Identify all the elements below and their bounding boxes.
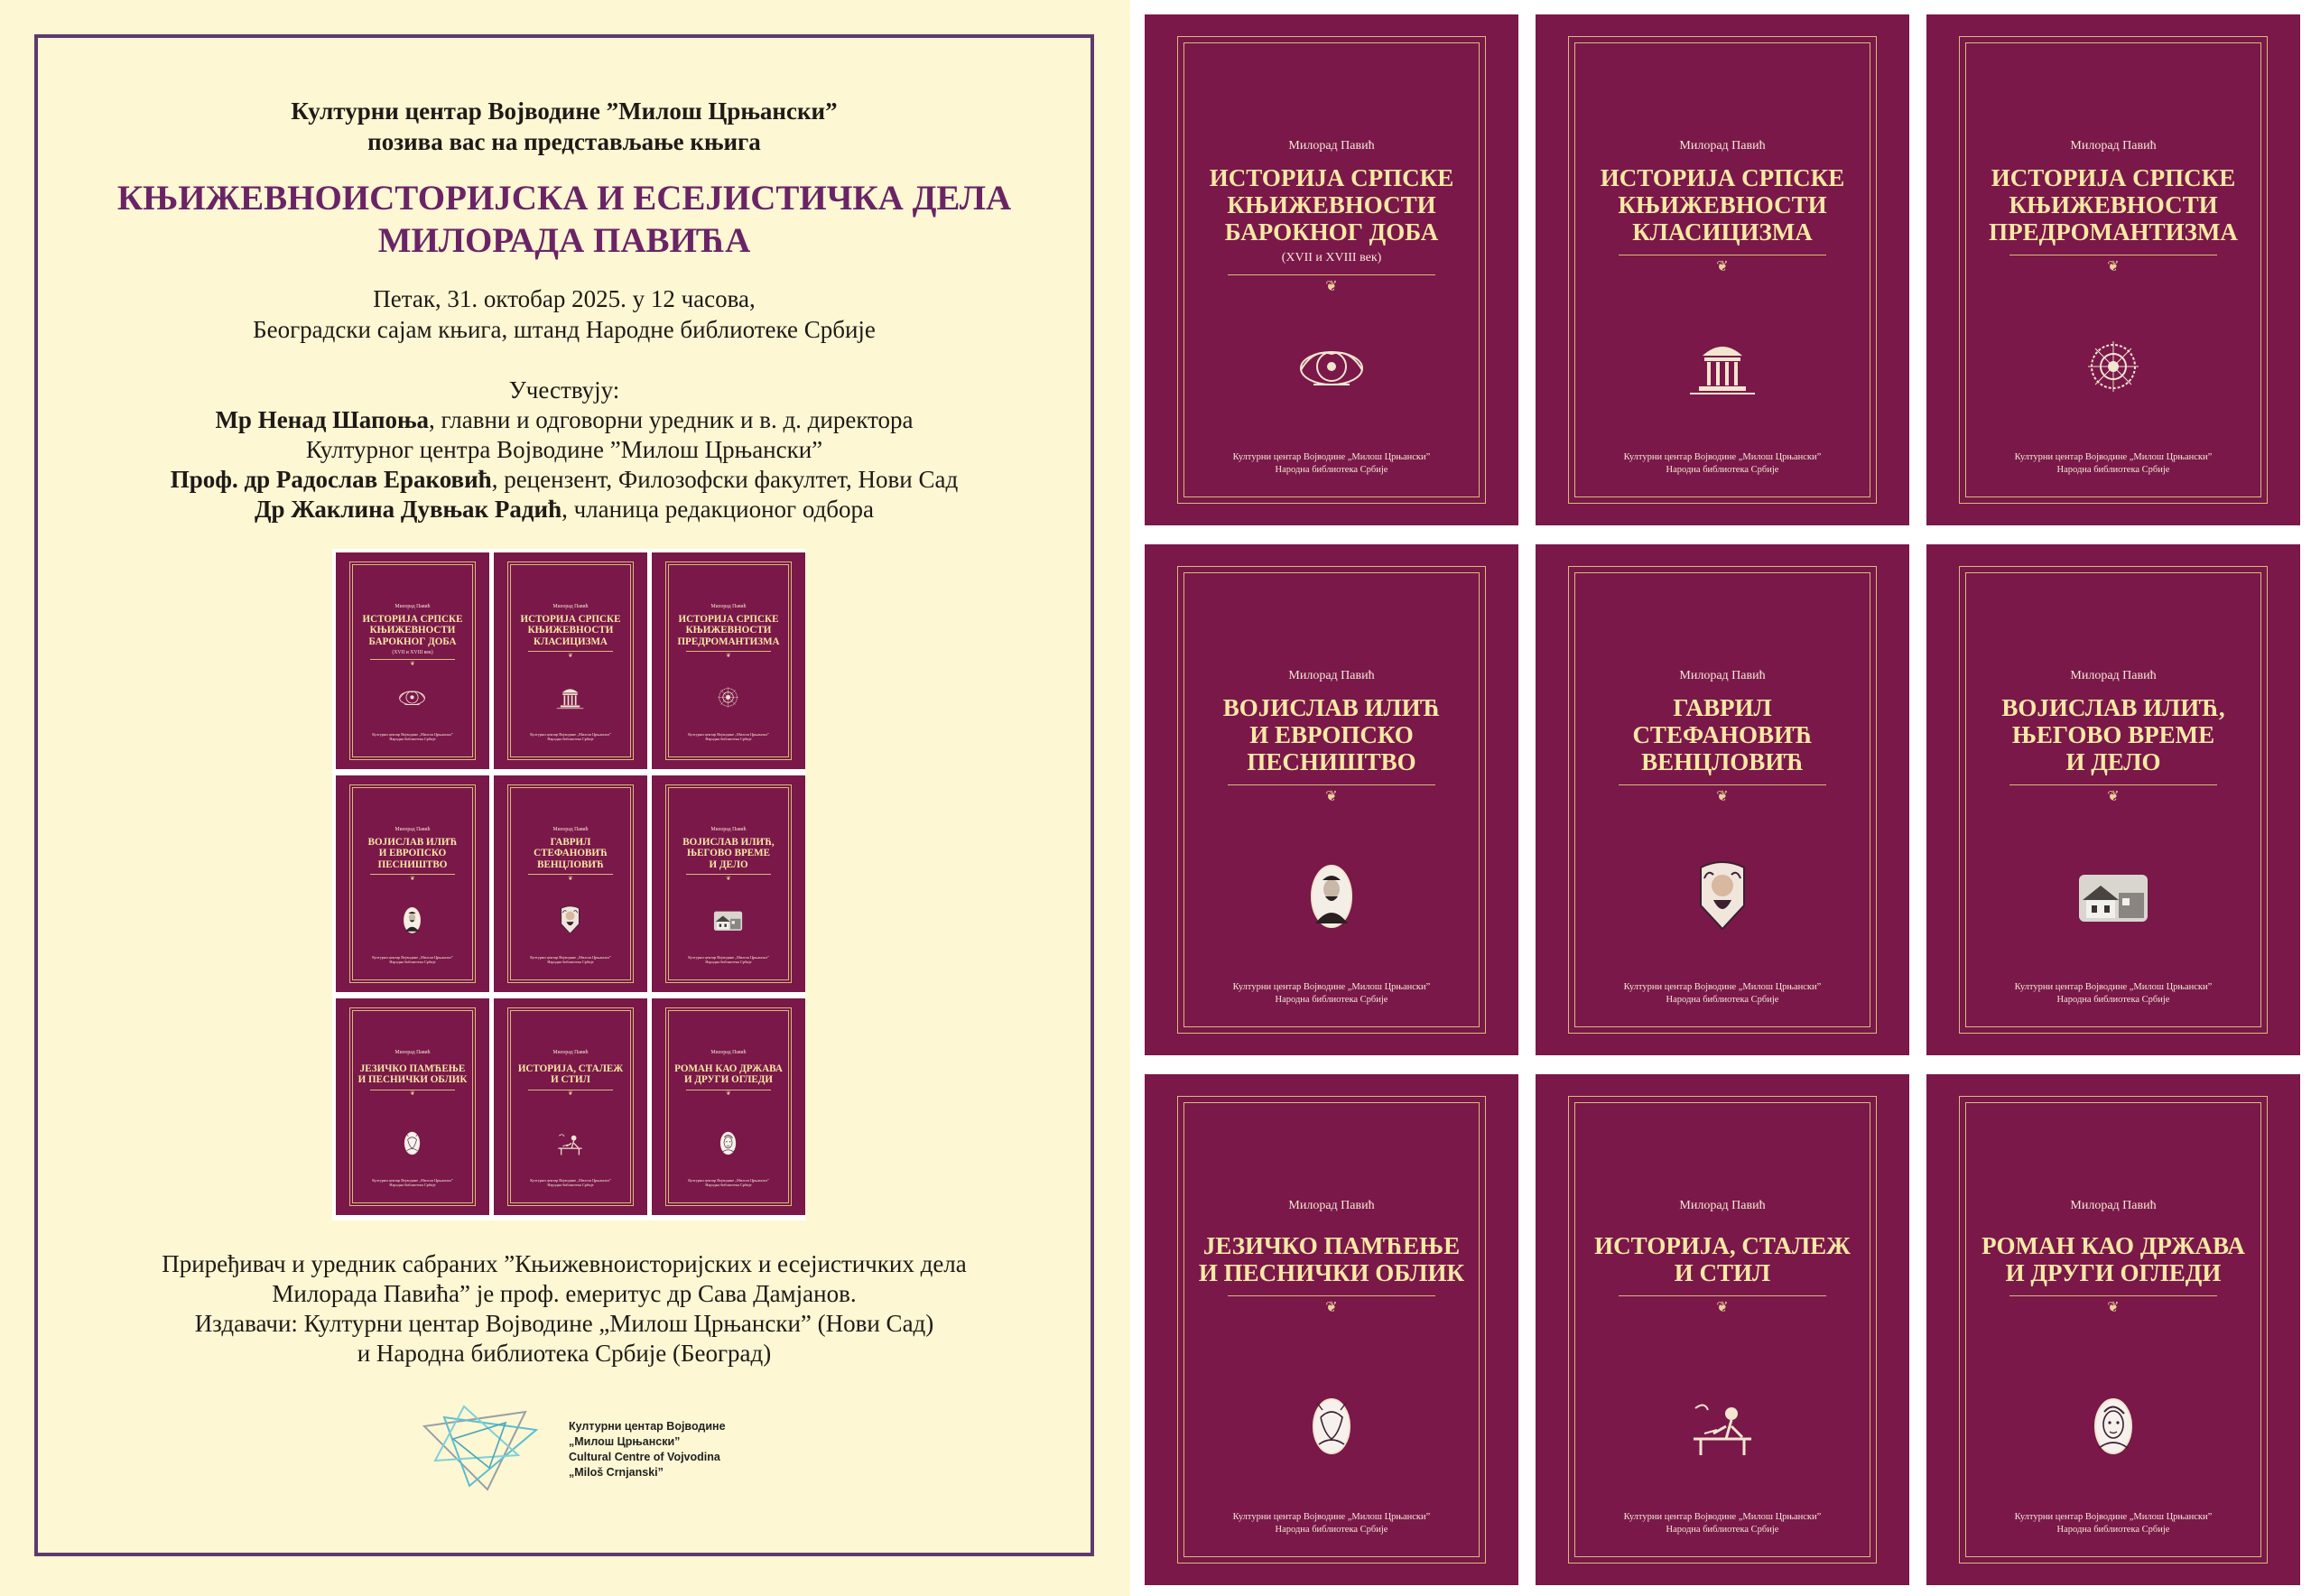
writer-at-desk-icon — [1677, 1390, 1768, 1462]
cover-ornament-icon: ❦ — [410, 660, 415, 667]
cover-title: ГАВРИЛ СТЕФАНОВИЋ ВЕНЦЛОВИЋ — [534, 837, 608, 870]
book-cover — [1926, 544, 2300, 1055]
cover-author: Милорад Павић — [1288, 1199, 1375, 1212]
cover-author: Милорад Павић — [2070, 139, 2157, 153]
cover-inner-border — [510, 787, 632, 981]
cover-publisher: Народна библиотека Србије — [547, 737, 594, 742]
cultural-centre-logo-icon — [417, 1399, 543, 1499]
house-photo-icon — [710, 905, 747, 935]
face-sketch-icon — [2068, 1390, 2158, 1462]
footer-line: и Народна библиотека Србије (Београд) — [357, 1340, 772, 1367]
invitation-panel — [0, 0, 1130, 1596]
cover-author: Милорад Павић — [710, 826, 747, 832]
cover-inner-border — [510, 564, 632, 758]
cover-inner-border — [1965, 1102, 2261, 1557]
book-cover — [1145, 1074, 1518, 1585]
cover-rule — [1228, 274, 1435, 275]
cover-publisher: Народна библиотека Србије — [705, 737, 752, 742]
cover-publisher: Културни центар Војводине „Милош Црњански” — [2014, 452, 2213, 462]
book-cover — [652, 775, 805, 992]
cover-ornament-icon: ❦ — [1325, 1300, 1338, 1315]
participants-heading: Учествују: — [508, 376, 620, 404]
cover-publisher: Народна библиотека Србије — [1666, 995, 1779, 1005]
house-photo-icon — [2068, 860, 2158, 933]
cover-rule — [2009, 784, 2217, 785]
cover-publisher: Културни центар Војводине „Милош Црњански” — [530, 1177, 611, 1183]
cover-subtitle: (XVII и XVIII век) — [392, 649, 433, 655]
cover-ornament-icon: ❦ — [1716, 259, 1729, 274]
poet-sketch-icon — [1286, 1390, 1377, 1462]
cover-ornament-icon: ❦ — [410, 875, 415, 882]
cover-title: ИСТОРИЈА СРПСКЕ КЊИЖЕВНОСТИ КЛАСИЦИЗМА — [1600, 164, 1845, 246]
book-cover — [1145, 14, 1518, 525]
cover-author: Милорад Павић — [2070, 669, 2157, 682]
cover-title: ИСТОРИЈА СРПСКЕ КЊИЖЕВНОСТИ КЛАСИЦИЗМА — [520, 614, 621, 647]
event-venue: Београдски сајам књига, штанд Народне библиотеке Србије — [253, 316, 876, 343]
book-cover — [1926, 14, 2300, 525]
book-cover — [1145, 544, 1518, 1055]
cover-rule — [1619, 784, 1826, 785]
cover-ornament-icon: ❦ — [726, 652, 731, 659]
icon-painting-icon — [1677, 860, 1768, 933]
cover-author: Милорад Павић — [1679, 139, 1766, 153]
book-cover — [494, 552, 647, 769]
cover-publisher: Народна библиотека Србије — [705, 1183, 752, 1188]
icon-painting-icon — [552, 905, 589, 935]
temple-icon — [1677, 330, 1768, 403]
cover-subtitle: (XVII и XVIII век) — [1281, 251, 1382, 264]
cover-ornament-icon: ❦ — [1716, 1300, 1729, 1315]
cover-publisher: Народна библиотека Србије — [1666, 1525, 1779, 1535]
cover-publisher: Културни центар Војводине „Милош Црњански” — [1623, 1512, 1822, 1522]
cover-rule — [1619, 1295, 1826, 1296]
cover-inner-border — [1183, 42, 1480, 497]
face-sketch-icon — [710, 1128, 747, 1158]
cover-author: Милорад Павић — [2070, 1199, 2157, 1212]
cover-author: Милорад Павић — [394, 826, 431, 832]
cover-title: ВОЈИСЛАВ ИЛИЋ И ЕВРОПСКО ПЕСНИШТВО — [1222, 694, 1441, 775]
portrait-icon — [394, 905, 431, 935]
cover-ornament-icon: ❦ — [410, 1090, 415, 1098]
cover-ornament-icon: ❦ — [1325, 789, 1338, 804]
cover-title: РОМАН КАО ДРЖАВА И ДРУГИ ОГЛЕДИ — [1982, 1232, 2245, 1286]
cover-publisher: Културни центар Војводине „Милош Црњански” — [1232, 1512, 1431, 1522]
cover-author: Милорад Павић — [710, 1049, 747, 1055]
cover-publisher: Културни центар Војводине „Милош Црњански” — [530, 731, 611, 737]
cover-publisher: Културни центар Војводине „Милош Црњански” — [1232, 982, 1431, 992]
cover-author: Милорад Павић — [394, 603, 431, 609]
cover-title: ГАВРИЛ СТЕФАНОВИЋ ВЕНЦЛОВИЋ — [1632, 694, 1813, 775]
cover-publisher: Народна библиотека Србије — [1275, 995, 1388, 1005]
cover-title: ВОЈИСЛАВ ИЛИЋ И ЕВРОПСКО ПЕСНИШТВО — [367, 837, 458, 870]
cover-title: ЈЕЗИЧКО ПАМЋЕЊЕ И ПЕСНИЧКИ ОБЛИК — [1198, 1232, 1465, 1286]
cover-publisher: Народна библиотека Србије — [389, 960, 436, 965]
cover-title: ИСТОРИЈА СРПСКЕ КЊИЖЕВНОСТИ ПРЕДРОМАНТИЗМА — [1989, 164, 2238, 246]
cover-rule — [1228, 1295, 1435, 1296]
cover-publisher: Културни центар Војводине „Милош Црњански” — [372, 1177, 453, 1183]
cover-inner-border — [1574, 1102, 1870, 1557]
writer-at-desk-icon — [552, 1128, 589, 1158]
cover-publisher: Културни центар Војводине „Милош Црњански” — [372, 954, 453, 960]
cover-ornament-icon: ❦ — [568, 875, 573, 882]
cover-inner-border — [510, 1010, 632, 1204]
cover-title: ИСТОРИЈА, СТАЛЕЖ И СТИЛ — [517, 1062, 624, 1086]
cover-inner-border — [352, 1010, 474, 1204]
cover-title: ИСТОРИЈА СРПСКЕ КЊИЖЕВНОСТИ БАРОКНОГ ДОБА — [1209, 164, 1454, 246]
cover-publisher: Народна библиотека Србије — [2056, 465, 2170, 475]
cover-ornament-icon: ❦ — [2107, 789, 2120, 804]
cover-title: ИСТОРИЈА, СТАЛЕЖ И СТИЛ — [1594, 1232, 1851, 1286]
cover-title: ИСТОРИЈА СРПСКЕ КЊИЖЕВНОСТИ ПРЕДРОМАНТИЗМА — [677, 614, 780, 647]
cover-ornament-icon: ❦ — [568, 652, 573, 659]
cover-publisher: Културни центар Војводине „Милош Црњански” — [1623, 452, 1822, 462]
footer-line: Приређивач и уредник сабраних ”Књижевноисторијских и есејистичких дела — [162, 1250, 967, 1277]
floral-medallion-icon — [2068, 330, 2158, 403]
portrait-icon — [1286, 860, 1377, 933]
cover-title: РОМАН КАО ДРЖАВА И ДРУГИ ОГЛЕДИ — [674, 1062, 783, 1086]
cover-rule — [2009, 1295, 2217, 1296]
cover-publisher: Културни центар Војводине „Милош Црњански” — [1232, 452, 1431, 462]
cover-ornament-icon: ❦ — [726, 875, 731, 882]
book-cover — [1536, 544, 1909, 1055]
organizer-line: Културни центар Војводине ”Милош Црњански” — [291, 97, 838, 125]
cover-author: Милорад Павић — [394, 1049, 431, 1055]
cover-ornament-icon: ❦ — [726, 1090, 731, 1098]
cover-publisher: Културни центар Војводине „Милош Црњански” — [530, 954, 611, 960]
cover-publisher: Народна библиотека Србије — [1666, 465, 1779, 475]
participant-row: Др Жаклина Дувњак Радић, чланица редакционог одбора — [254, 496, 875, 523]
cover-inner-border — [668, 564, 790, 758]
footer-line: Милорада Павића” је проф. емеритус др Сава Дамјанов. — [272, 1280, 857, 1307]
cover-publisher: Народна библиотека Србије — [389, 1183, 436, 1188]
cover-publisher: Народна библиотека Србије — [547, 1183, 594, 1188]
book-cover — [336, 998, 489, 1215]
cover-inner-border — [1183, 1102, 1480, 1557]
participant-row: Проф. др Радослав Ераковић, рецензент, Филозофски факултет, Нови Сад — [170, 466, 959, 493]
cover-publisher: Културни центар Војводине „Милош Црњански” — [2014, 982, 2213, 992]
cover-title: ЈЕЗИЧКО ПАМЋЕЊЕ И ПЕСНИЧКИ ОБЛИК — [357, 1062, 468, 1086]
cover-author: Милорад Павић — [1288, 139, 1375, 153]
book-cover — [336, 552, 489, 769]
logo-text: Културни центар Војводине „Милош Црњански” Cultural Centre of Vojvodina „Miloš Crnjanski” — [569, 1420, 726, 1479]
invite-line: позива вас на представљање књига — [367, 128, 761, 155]
cover-publisher: Народна библиотека Србије — [389, 737, 436, 742]
book-cover — [652, 998, 805, 1215]
footer-line: Издавачи: Културни центар Војводине „Милош Црњански” (Нови Сад) — [194, 1310, 934, 1337]
cover-title: ВОЈИСЛАВ ИЛИЋ, ЊЕГОВО ВРЕМЕ И ДЕЛО — [682, 837, 775, 870]
cover-publisher: Народна библиотека Србије — [1275, 465, 1388, 475]
poet-sketch-icon — [394, 1128, 431, 1158]
cover-publisher: Културни центар Војводине „Милош Црњански” — [372, 731, 453, 737]
event-date: Петак, 31. октобар 2025. у 12 часова, — [373, 285, 756, 312]
book-cover — [494, 998, 647, 1215]
book-cover — [1536, 1074, 1909, 1585]
cover-publisher: Народна библиотека Србије — [547, 960, 594, 965]
cover-author: Милорад Павић — [552, 603, 589, 609]
cover-title: ИСТОРИЈА СРПСКЕ КЊИЖЕВНОСТИ БАРОКНОГ ДОБА — [362, 614, 463, 647]
participant-row: Културног центра Војводине ”Милош Црњански” — [305, 436, 823, 463]
cover-inner-border — [668, 1010, 790, 1204]
cover-publisher: Културни центар Војводине „Милош Црњански” — [2014, 1512, 2213, 1522]
book-cover — [1926, 1074, 2300, 1585]
participant-row: Мр Ненад Шапоња, главни и одговорни уредник и в. д. директора — [215, 406, 914, 433]
cover-inner-border — [352, 787, 474, 981]
cover-publisher: Народна библиотека Србије — [705, 960, 752, 965]
cover-inner-border — [668, 787, 790, 981]
cover-publisher: Културни центар Војводине „Милош Црњански” — [688, 731, 769, 737]
cover-author: Милорад Павић — [552, 1049, 589, 1055]
cover-rule — [1228, 784, 1435, 785]
cover-publisher: Народна библиотека Србије — [2056, 1525, 2170, 1535]
book-cover — [336, 775, 489, 992]
book-cover — [1536, 14, 1909, 525]
cover-publisher: Културни центар Војводине „Милош Црњански” — [688, 954, 769, 960]
event-title-line-1: КЊИЖЕВНОИСТОРИЈСКА И ЕСЕЈИСТИЧКА ДЕЛА — [116, 179, 1012, 218]
book-cover — [652, 552, 805, 769]
cover-author: Милорад Павић — [1288, 669, 1375, 682]
cover-ornament-icon: ❦ — [1325, 279, 1338, 294]
cover-publisher: Народна библиотека Србије — [2056, 995, 2170, 1005]
cover-publisher: Културни центар Војводине „Милош Црњански” — [1623, 982, 1822, 992]
book-cover — [494, 775, 647, 992]
cover-ornament-icon: ❦ — [2107, 1300, 2120, 1315]
cover-author: Милорад Павић — [552, 826, 589, 832]
cover-ornament-icon: ❦ — [1716, 789, 1729, 804]
floral-medallion-icon — [710, 682, 747, 712]
cover-ornament-icon: ❦ — [2107, 259, 2120, 274]
cover-author: Милорад Павић — [1679, 1199, 1766, 1212]
cover-publisher: Културни центар Војводине „Милош Црњански” — [688, 1177, 769, 1183]
baroque-ornament-icon — [394, 682, 431, 712]
baroque-ornament-icon — [1286, 330, 1377, 403]
cover-author: Милорад Павић — [1679, 669, 1766, 682]
cover-author: Милорад Павић — [710, 603, 747, 609]
cover-ornament-icon: ❦ — [568, 1090, 573, 1098]
cover-title: ВОЈИСЛАВ ИЛИЋ, ЊЕГОВО ВРЕМЕ И ДЕЛО — [2001, 694, 2225, 775]
event-title-line-2: МИЛОРАДА ПАВИЋА — [377, 221, 751, 260]
temple-icon — [552, 682, 589, 712]
cover-publisher: Народна библиотека Србије — [1275, 1525, 1388, 1535]
